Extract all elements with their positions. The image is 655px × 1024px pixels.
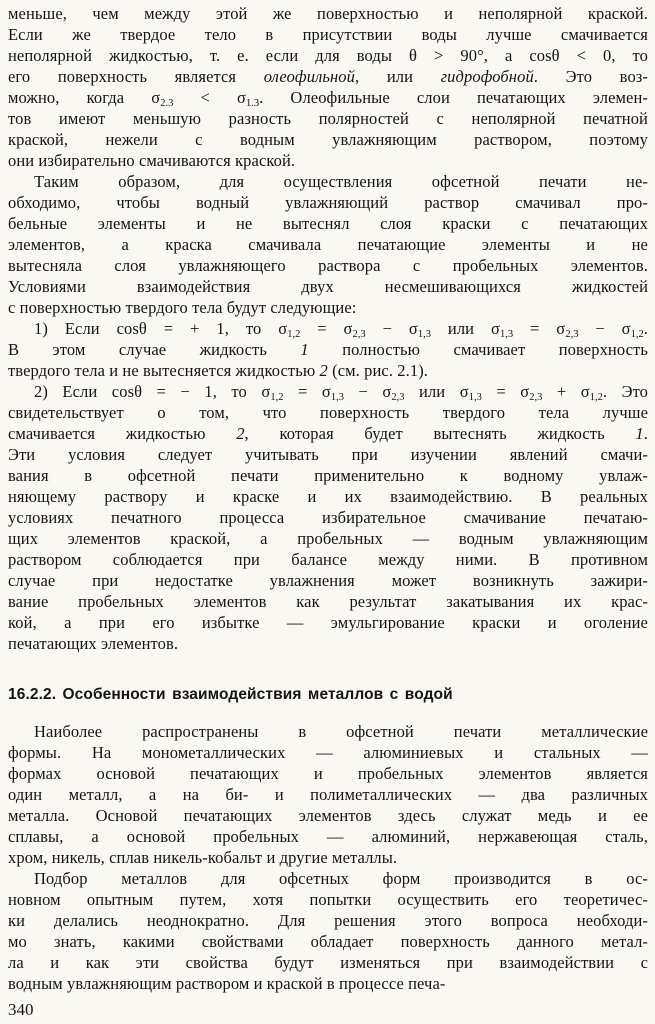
text-run: . Это воз- bbox=[533, 67, 648, 86]
text-run: . Это bbox=[602, 382, 648, 401]
text-run: печатающих элементов. bbox=[8, 634, 179, 653]
text-line bbox=[8, 87, 648, 108]
text-run: В этом случае жидкость bbox=[8, 340, 301, 359]
text-run: смачивается жидкостью bbox=[8, 424, 237, 443]
text-run: − σ bbox=[578, 319, 631, 338]
text-run: случае при недостатке увлажнения может возникнуть зажири- bbox=[8, 571, 648, 590]
text-line bbox=[8, 423, 648, 444]
text-run: няющему раствору и краске и их взаимодействию. В реальных bbox=[8, 487, 648, 506]
text-run: меньше, чем между этой же поверхностью и неполярной краской. bbox=[8, 4, 648, 23]
italic-term: 1 bbox=[300, 340, 309, 359]
text-line bbox=[8, 150, 648, 171]
text-run: бельные элементы и не вытеснял слоя краски с печатающих bbox=[8, 214, 648, 233]
text-line bbox=[8, 444, 648, 465]
paragraph bbox=[8, 721, 648, 868]
text-run: , которая будет вытеснять жидкость bbox=[244, 424, 636, 443]
text-run: 1) Если cosθ = + 1, то σ bbox=[34, 319, 288, 338]
formula-subscript: 1,2 bbox=[270, 392, 284, 402]
text-line bbox=[8, 633, 648, 654]
text-run: 16.2.2. Особенности взаимодействия металлов с водой bbox=[8, 686, 453, 703]
text-line bbox=[8, 507, 648, 528]
text-run: металла. Основой печатающих элементов здесь служат медь и ее bbox=[8, 806, 648, 825]
text-run: краской, нежели с водным увлажняющим раствором, поэтому bbox=[8, 130, 648, 149]
text-run: твердого тела и не вытесняется жидкостью bbox=[8, 361, 320, 380]
text-run: Если же твердое тело в присутствии воды лучше смачивается bbox=[8, 25, 648, 44]
text-line bbox=[8, 549, 648, 570]
text-run: хром, никель, сплав никель-кобальт и другие металлы. bbox=[8, 848, 398, 867]
text-run: вания в офсетной печати применительно к водному увлаж- bbox=[8, 466, 648, 485]
text-run: свидетельствует о том, что поверхность твердого тела лучше bbox=[8, 403, 648, 422]
formula-subscript: 2,3 bbox=[391, 392, 405, 402]
text-line bbox=[8, 255, 648, 276]
paragraph bbox=[8, 3, 648, 171]
text-run: элементов, а краска смачивала печатающие элементы и не bbox=[8, 235, 648, 254]
text-line bbox=[8, 742, 648, 763]
text-run: вание пробельных элементов как результат закатывания их крас- bbox=[8, 592, 648, 611]
text-line bbox=[8, 234, 648, 255]
text-run: = σ bbox=[513, 319, 566, 338]
text-run: Таким образом, для осуществления офсетной печати не- bbox=[34, 172, 648, 191]
text-run: мо знать, какими свойствами обладает поверхность данного метал- bbox=[8, 932, 648, 951]
formula-subscript: 1,3 bbox=[417, 329, 431, 339]
text-run: . bbox=[643, 319, 648, 338]
formula-subscript: 2,3 bbox=[529, 392, 543, 402]
text-run: сплавы, а основой пробельных — алюминий, нержавеющая сталь, bbox=[8, 827, 648, 846]
formula-subscript: 1,3 bbox=[330, 392, 345, 402]
formula-subscript: 1,2 bbox=[589, 392, 603, 402]
text-line bbox=[8, 192, 648, 213]
text-run: кой, а при его избытке — эмульгирование краски и оголение bbox=[8, 613, 648, 632]
text-run: его поверхность является bbox=[8, 67, 264, 86]
text-run: формы. На монометаллических — алюминиевых и стальных — bbox=[8, 743, 648, 762]
text-line bbox=[8, 612, 648, 633]
formula-subscript: 1,2 bbox=[287, 329, 301, 339]
text-run: один металл, а на би- и полиметаллических — два различных bbox=[8, 785, 648, 804]
text-run: или σ bbox=[404, 382, 469, 401]
text-line bbox=[8, 910, 648, 931]
text-line bbox=[8, 805, 648, 826]
text-line bbox=[8, 591, 648, 612]
text-run: . bbox=[643, 424, 648, 443]
text-run: , или bbox=[355, 67, 441, 86]
italic-term: 2 bbox=[319, 361, 328, 380]
italic-term: 2 bbox=[236, 424, 245, 443]
formula-subscript: 2,3 bbox=[565, 329, 579, 339]
text-run: Эти условия следует учитывать при изучении явлений смачи- bbox=[8, 445, 648, 464]
text-run: или σ bbox=[431, 319, 500, 338]
text-run: формах основой печатающих и пробельных элементов является bbox=[8, 764, 648, 783]
text-line bbox=[8, 360, 648, 381]
text-run: = σ bbox=[481, 382, 530, 401]
text-run: вытесняла слоя увлажняющего раствора с пробельных элементов. bbox=[8, 256, 648, 275]
text-line bbox=[8, 973, 648, 994]
text-line bbox=[8, 889, 648, 910]
text-line bbox=[8, 297, 648, 318]
text-run: Наиболее распространены в офсетной печати металлические bbox=[34, 722, 648, 741]
text-run: щих элементов краской, а пробельных — водным увлажняющим bbox=[8, 529, 648, 548]
text-run: водным увлажняющим раствором и краской в процессе печа- bbox=[8, 974, 446, 993]
text-line bbox=[8, 465, 648, 486]
paragraph bbox=[8, 868, 648, 994]
text-line bbox=[8, 847, 648, 868]
text-run: неполярной жидкостью, т. е. если для воды θ > 90°, а cosθ < 0, то bbox=[8, 46, 648, 65]
text-line bbox=[8, 826, 648, 847]
text-line bbox=[8, 952, 648, 973]
paragraph bbox=[8, 381, 648, 654]
text-run: ки делались неоднократно. Для решения этого вопроса необходи- bbox=[8, 911, 648, 930]
text-line bbox=[8, 570, 648, 591]
formula-subscript: 1.3 bbox=[245, 98, 260, 108]
text-run: = σ bbox=[283, 382, 331, 401]
text-run: полностью смачивает поверхность bbox=[308, 340, 648, 359]
text-line bbox=[8, 763, 648, 784]
text-run: Условиями взаимодействия двух несмешивающихся жидкостей bbox=[8, 277, 648, 296]
text-line bbox=[8, 276, 648, 297]
text-line bbox=[8, 24, 648, 45]
text-run: раствором соблюдается при балансе между ними. В противном bbox=[8, 550, 648, 569]
text-line bbox=[8, 381, 648, 402]
paragraph bbox=[8, 318, 648, 381]
text-line bbox=[8, 318, 648, 339]
text-line bbox=[8, 129, 648, 150]
paragraph bbox=[8, 171, 648, 318]
text-run: = σ bbox=[300, 319, 353, 338]
text-run: . Олеофильные слои печатающих элемен- bbox=[259, 88, 648, 107]
text-run: с поверхностью твердого тела будут следующие: bbox=[8, 298, 357, 317]
text-line bbox=[8, 171, 648, 192]
text-column bbox=[8, 3, 648, 994]
page-number: 340 bbox=[8, 1000, 34, 1019]
text-line bbox=[8, 213, 648, 234]
text-line bbox=[8, 528, 648, 549]
text-line bbox=[8, 931, 648, 952]
formula-subscript: 2.3 bbox=[160, 98, 174, 108]
text-line bbox=[8, 108, 648, 129]
text-line bbox=[8, 684, 648, 705]
text-run: Подбор металлов для офсетных форм производится в ос- bbox=[34, 869, 648, 888]
text-run: можно, когда σ bbox=[8, 88, 161, 107]
text-run: новном опытным путем, хотя попытки осуществить его теоретичес- bbox=[8, 890, 648, 909]
section-heading bbox=[8, 684, 648, 705]
text-run: тов имеют меньшую разность полярностей с неполярной печатной bbox=[8, 109, 648, 128]
formula-subscript: 1,2 bbox=[630, 329, 644, 339]
text-run: + σ bbox=[542, 382, 590, 401]
text-line bbox=[8, 784, 648, 805]
text-run: ла и как эти свойства будут изменяться при взаимодействии с bbox=[8, 953, 648, 972]
formula-subscript: 1,3 bbox=[499, 329, 514, 339]
italic-term: 1 bbox=[635, 424, 644, 443]
text-line bbox=[8, 3, 648, 24]
text-run: условиях печатного процесса избирательное смачивание печатаю- bbox=[8, 508, 648, 527]
text-run: они избирательно смачиваются краской. bbox=[8, 151, 296, 170]
text-run: обходимо, чтобы водный увлажняющий раствор смачивал про- bbox=[8, 193, 648, 212]
italic-term: гидрофобной bbox=[440, 67, 534, 86]
formula-subscript: 2,3 bbox=[352, 329, 366, 339]
text-run: 2) Если cosθ = − 1, то σ bbox=[34, 382, 271, 401]
text-line bbox=[8, 339, 648, 360]
text-run: (см. рис. 2.1). bbox=[327, 361, 429, 380]
text-line bbox=[8, 868, 648, 889]
text-run: − σ bbox=[365, 319, 418, 338]
text-run: − σ bbox=[344, 382, 392, 401]
formula-subscript: 1,3 bbox=[468, 392, 482, 402]
text-line bbox=[8, 66, 648, 87]
text-line bbox=[8, 45, 648, 66]
text-run: < σ bbox=[173, 88, 246, 107]
text-line bbox=[8, 486, 648, 507]
text-line bbox=[8, 721, 648, 742]
italic-term: олеофильной bbox=[263, 67, 355, 86]
text-line bbox=[8, 402, 648, 423]
